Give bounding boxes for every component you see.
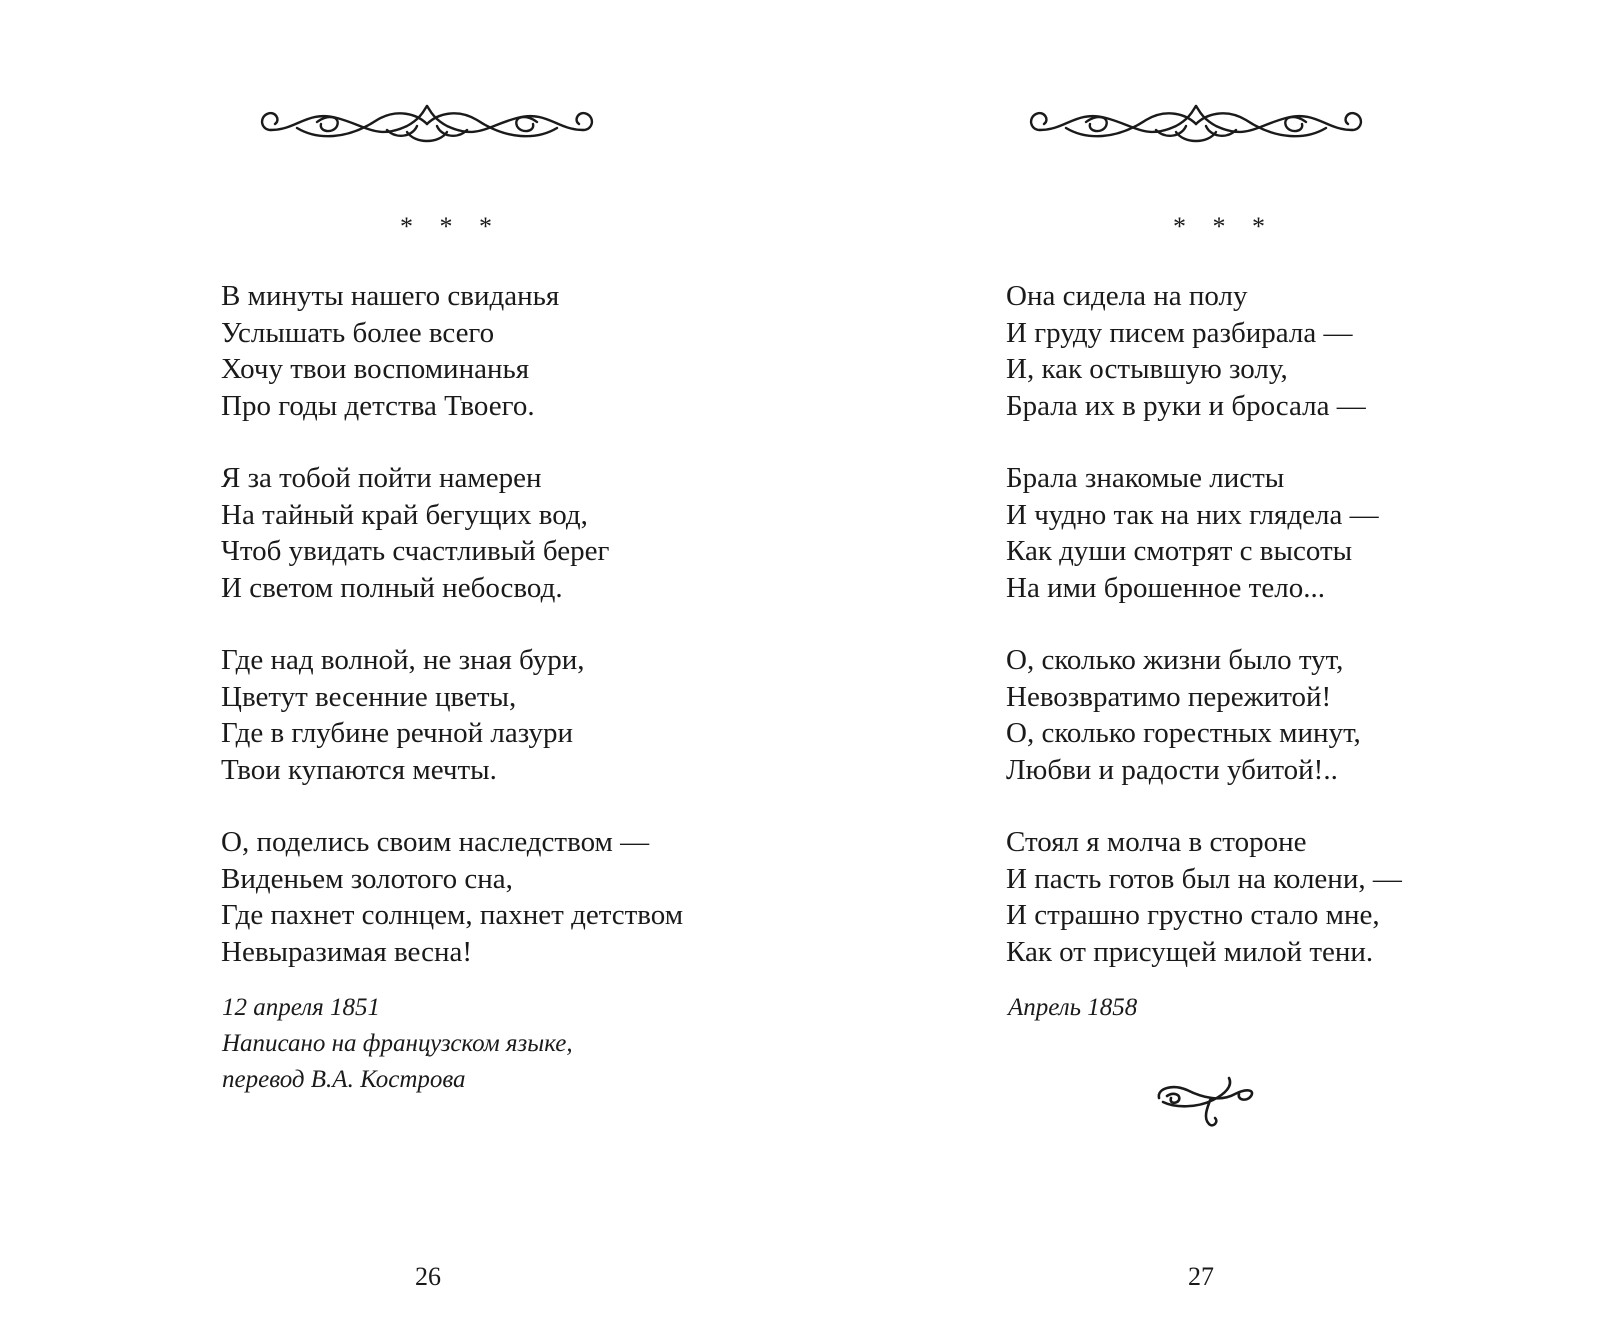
poem-line: Любви и радости убитой!.. — [1006, 753, 1338, 786]
poem-line: Брала знакомые листы — [1006, 462, 1285, 494]
poem-line: Она сидела на полу — [1006, 280, 1248, 312]
poem-left — [221, 278, 683, 1006]
right-page — [808, 0, 1617, 1337]
flourish-ornament-icon — [1151, 1068, 1261, 1128]
poem-line: На ими брошенное тело... — [1006, 571, 1325, 604]
poem-line: О, сколько жизни было тут, — [1006, 644, 1344, 676]
stanza — [1006, 824, 1402, 970]
poem-line: Хочу твои воспоминанья — [221, 353, 530, 385]
poem-line: Брала их в руки и бросала — — [1006, 389, 1366, 422]
poem-note — [1008, 990, 1137, 1026]
page-number: 27 — [1188, 1262, 1214, 1291]
poem-line: Как от присущей милой тени. — [1006, 935, 1374, 968]
page-number: 26 — [415, 1262, 441, 1291]
poem-right — [1006, 278, 1402, 1006]
poem-line: Где над волной, не зная бури, — [221, 644, 585, 676]
section-separator: * * * — [1173, 212, 1275, 241]
poem-line: Виденьем золотого сна, — [221, 862, 513, 895]
note-date: 12 апреля 1851 — [222, 994, 380, 1021]
poem-line: Услышать более всего — [221, 316, 495, 349]
scroll-ornament-icon — [1026, 100, 1366, 148]
note-line: Написано на французском языке, — [222, 1030, 573, 1057]
poem-line: На тайный край бегущих вод, — [221, 498, 588, 531]
poem-line: О, поделись своим наследством — — [221, 826, 650, 858]
stanza — [221, 642, 683, 788]
poem-line: Чтоб увидать счастливый берег — [221, 535, 610, 567]
stanza — [221, 460, 683, 606]
stanza — [221, 824, 683, 970]
section-separator: * * * — [400, 212, 502, 241]
poem-line: В минуты нашего свиданья — [221, 280, 560, 312]
poem-line: И страшно грустно стало мне, — [1006, 899, 1380, 931]
poem-line: И светом полный небосвод. — [221, 571, 563, 604]
poem-line: Невыразимая весна! — [221, 935, 472, 968]
poem-line: Цветут весенние цветы, — [221, 680, 517, 713]
poem-line: И пасть готов был на колени, — — [1006, 862, 1402, 895]
scroll-ornament-icon — [257, 100, 597, 148]
note-line: перевод В.А. Кострова — [222, 1066, 466, 1093]
poem-line: И чудно так на них глядела — — [1006, 498, 1379, 531]
poem-line: Где пахнет солнцем, пахнет детством — [221, 899, 684, 931]
stanza — [1006, 642, 1402, 788]
poem-line: О, сколько горестных минут, — [1006, 717, 1361, 749]
poem-line: Стоял я молча в стороне — [1006, 826, 1307, 858]
left-page — [0, 0, 808, 1337]
stanza — [1006, 278, 1402, 424]
poem-line: И, как остывшую золу, — [1006, 353, 1288, 385]
note-date: Апрель 1858 — [1008, 994, 1138, 1021]
poem-line: Про годы детства Твоего. — [221, 389, 535, 422]
stanza — [221, 278, 683, 424]
poem-line: Я за тобой пойти намерен — [221, 462, 542, 494]
poem-line: Как души смотрят с высоты — [1006, 535, 1353, 567]
poem-note — [222, 990, 573, 1098]
poem-line: Невозвратимо пережитой! — [1006, 680, 1332, 713]
stanza — [1006, 460, 1402, 606]
poem-line: Твои купаются мечты. — [221, 753, 497, 786]
poem-line: Где в глубине речной лазури — [221, 717, 574, 749]
poem-line: И груду писем разбирала — — [1006, 316, 1353, 349]
